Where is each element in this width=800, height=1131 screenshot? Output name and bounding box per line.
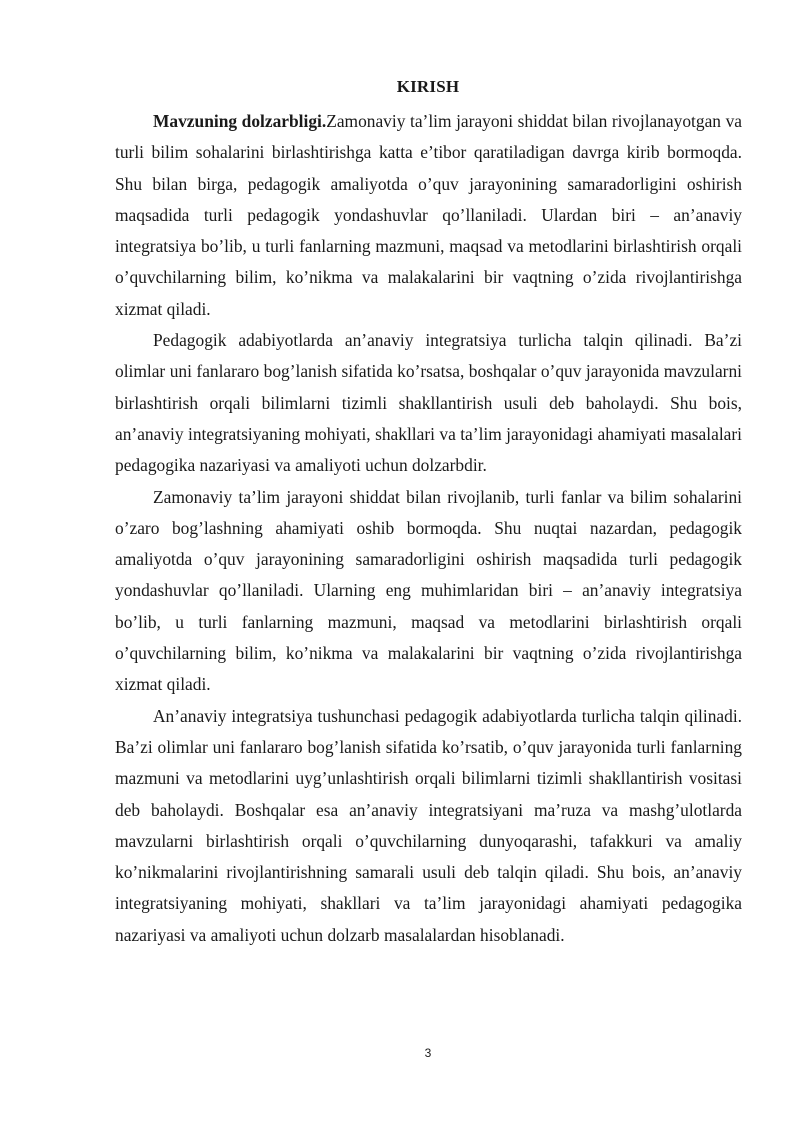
page-number: 3 [424,1046,432,1060]
paragraph-lead: Mavzuning dolzarbligi. [153,111,327,131]
document-body [115,106,742,951]
paragraph [115,701,742,951]
paragraph [115,325,742,481]
paragraph-relevance [115,106,742,325]
paragraph-text: Zamonaviy ta’lim jarayoni shiddat bilan rivojlanayotgan va turli bilim sohalarini birlashtirishga katta e’tibor qaratiladigan davrga kirib bormoqda. Shu bilan birga, pedagogik amaliyotda o’quv jarayonining samaradorligini oshirish maqsadida turli pedagogik yondashuvlar qo’llaniladi. Ulardan biri – an’anaviy integratsiya bo’lib, u turli fanlarning mazmuni, maqsad va metodlarini birlashtirish orqali o’quvchilarning bilim, ko’nikma va malakalarini bir vaqtning o’zida rivojlantirishga xizmat qiladi. [115,111,742,319]
page-title: KIRISH [396,77,460,96]
paragraph-text: Zamonaviy ta’lim jarayoni shiddat bilan rivojlanib, turli fanlar va bilim sohalarini o’zaro bog’lashning ahamiyati oshib bormoqda. Shu nuqtai nazardan, pedagogik amaliyotda o’quv jarayonining samaradorligini oshirish maqsadida turli pedagogik yondashuvlar qo’llaniladi. Ularning eng muhimlaridan biri – an’anaviy integratsiya bo’lib, u turli fanlarning mazmuni, maqsad va metodlarini birlashtirish orqali o’quvchilarning bilim, ko’nikma va malakalarini bir vaqtning o’zida rivojlantirishga xizmat qiladi. [115,486,742,695]
paragraph-text: Pedagogik adabiyotlarda an’anaviy integratsiya turlicha talqin qilinadi. Ba’zi olimlar uni fanlararo bog’lanish sifatida ko’rsatsa, boshqalar o’quv jarayonida mavzularni birlashtirish orqali bilimlarni tizimli shakllantirish usuli deb baholaydi. Shu bois, an’anaviy integratsiyaning mohiyati, shakllari va ta’lim jarayonidagi ahamiyati masalalari pedagogika nazariyasi va amaliyoti uchun dolzarbdir. [115,330,742,476]
paragraph [115,482,742,701]
paragraph-text: An’anaviy integratsiya tushunchasi pedagogik adabiyotlarda turlicha talqin qilinadi. Ba’zi olimlar uni fanlararo bog’lanish sifatida ko’rsatib, o’quv jarayonida turli fanlarning mazmuni va metodlarini uyg’unlashtirish orqali bilimlarni tizimli shakllantirish vositasi deb baholaydi. Boshqalar esa an’anaviy integratsiyani ma’ruza va mashg’ulotlarda mavzularni birlashtirish orqali o’quvchilarning dunyoqarashi, tafakkuri va amaliy ko’nikmalarini rivojlantirishning samarali usuli deb talqin qiladi. Shu bois, an’anaviy integratsiyaning mohiyati, shakllari va ta’lim jarayonidagi ahamiyati pedagogika nazariyasi va amaliyoti uchun dolzarb masalalardan hisoblanadi. [115,705,742,945]
